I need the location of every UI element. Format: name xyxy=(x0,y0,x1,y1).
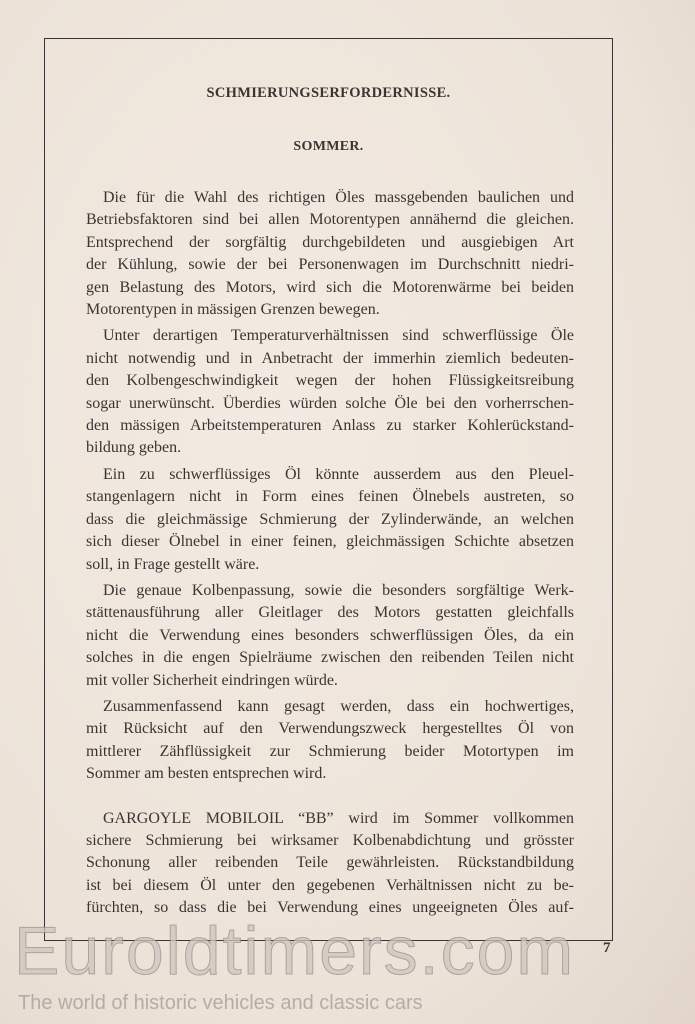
text-line: Schonung aller reibenden Teile gewährleisten. Rückstandbildung xyxy=(86,854,574,872)
paragraph xyxy=(86,696,574,786)
text-line: Sommer am besten entsprechen wird. xyxy=(86,765,327,783)
section-heading: SOMMER. xyxy=(293,139,364,154)
text-line: Motorentypen in mässigen Grenzen bewegen. xyxy=(86,301,380,319)
page-number: 7 xyxy=(603,940,611,956)
text-line: sogar unerwünscht. Überdies würden solche Öle bei den vorherrschen- xyxy=(86,394,574,412)
text-line: gen Belastung des Motors, wird sich die Motorenwärme bei beiden xyxy=(86,278,574,296)
text-line: Die für die Wahl des richtigen Öles massgebenden baulichen und xyxy=(103,189,574,206)
text-line: fürchten, so dass die bei Verwendung eines ungeeigneten Öles auf- xyxy=(86,899,574,917)
text-line: mit voller Sicherheit eindringen würde. xyxy=(86,671,338,689)
text-line: soll, in Frage gestellt wäre. xyxy=(86,555,260,573)
page-title: SCHMIERUNGSERFORDERNISSE. xyxy=(206,85,451,101)
paragraph xyxy=(86,808,574,920)
text-line: mittlerer Zähflüssigkeit zur Schmierung beider Motortypen im xyxy=(86,742,574,760)
text-line: sich dieser Ölnebel in einer feinen, gleichmässigen Schichte absetzen xyxy=(86,533,574,551)
watermark-tagline: The world of historic vehicles and classic cars xyxy=(18,992,423,1014)
watermark-logo: Euroldtimers.com xyxy=(14,913,576,989)
text-line: Ein zu schwerflüssiges Öl könnte ausserdem aus den Pleuel- xyxy=(103,465,574,483)
text-line: Unter derartigen Temperaturverhältnissen sind schwerflüssige Öle xyxy=(103,327,574,345)
text-line: stättenausführung aller Gleitlager des Motors gestatten gleichfalls xyxy=(86,604,574,622)
text-line: sichere Schmierung bei wirksamer Kolbenabdichtung und grösster xyxy=(86,831,574,849)
text-line: nicht die Verwendung eines besonders schwerflüssigen Öles, da ein xyxy=(86,626,574,644)
text-line: GARGOYLE MOBILOIL “BB” wird im Sommer vollkommen xyxy=(103,809,574,827)
text-line: Entsprechend der sorgfältig durchgebildeten und ausgiebigen Art xyxy=(86,233,574,251)
page-border-frame xyxy=(44,38,613,941)
text-line: ist bei diesem Öl unter den gegebenen Verhältnissen nicht zu be- xyxy=(86,876,574,894)
text-line: Zusammenfassend kann gesagt werden, dass ein hochwertiges, xyxy=(103,697,574,715)
body-text xyxy=(86,187,574,924)
text-line: der Kühlung, sowie der bei Personenwagen im Durchschnitt niedri- xyxy=(86,256,574,274)
text-line: den mässigen Arbeitstemperaturen Anlass zu starker Kohlerückstand- xyxy=(86,417,574,435)
text-line: stangenlagern nicht in Form eines feinen Ölnebels austreten, so xyxy=(86,488,574,506)
text-line: den Kolbengeschwindigkeit wegen der hohen Flüssigkeitsreibung xyxy=(86,372,574,390)
text-line: mit Rücksicht auf den Verwendungszweck hergestelltes Öl von xyxy=(86,720,574,738)
text-line: dass die gleichmässige Schmierung der Zylinderwände, an welchen xyxy=(86,510,574,528)
text-line: solches in die engen Spielräume zwischen den reibenden Teilen nicht xyxy=(86,649,574,667)
text-line: Die genaue Kolbenpassung, sowie die besonders sorgfältige Werk- xyxy=(103,581,574,599)
text-line: nicht notwendig und in Anbetracht der immerhin ziemlich bedeuten- xyxy=(86,349,574,367)
text-line: bildung geben. xyxy=(86,439,182,457)
paragraph xyxy=(86,580,574,692)
paragraph xyxy=(86,464,574,576)
paragraph xyxy=(86,325,574,459)
text-line: Betriebsfaktoren sind bei allen Motorentypen annähernd die gleichen. xyxy=(86,211,574,229)
paragraph xyxy=(86,187,574,321)
